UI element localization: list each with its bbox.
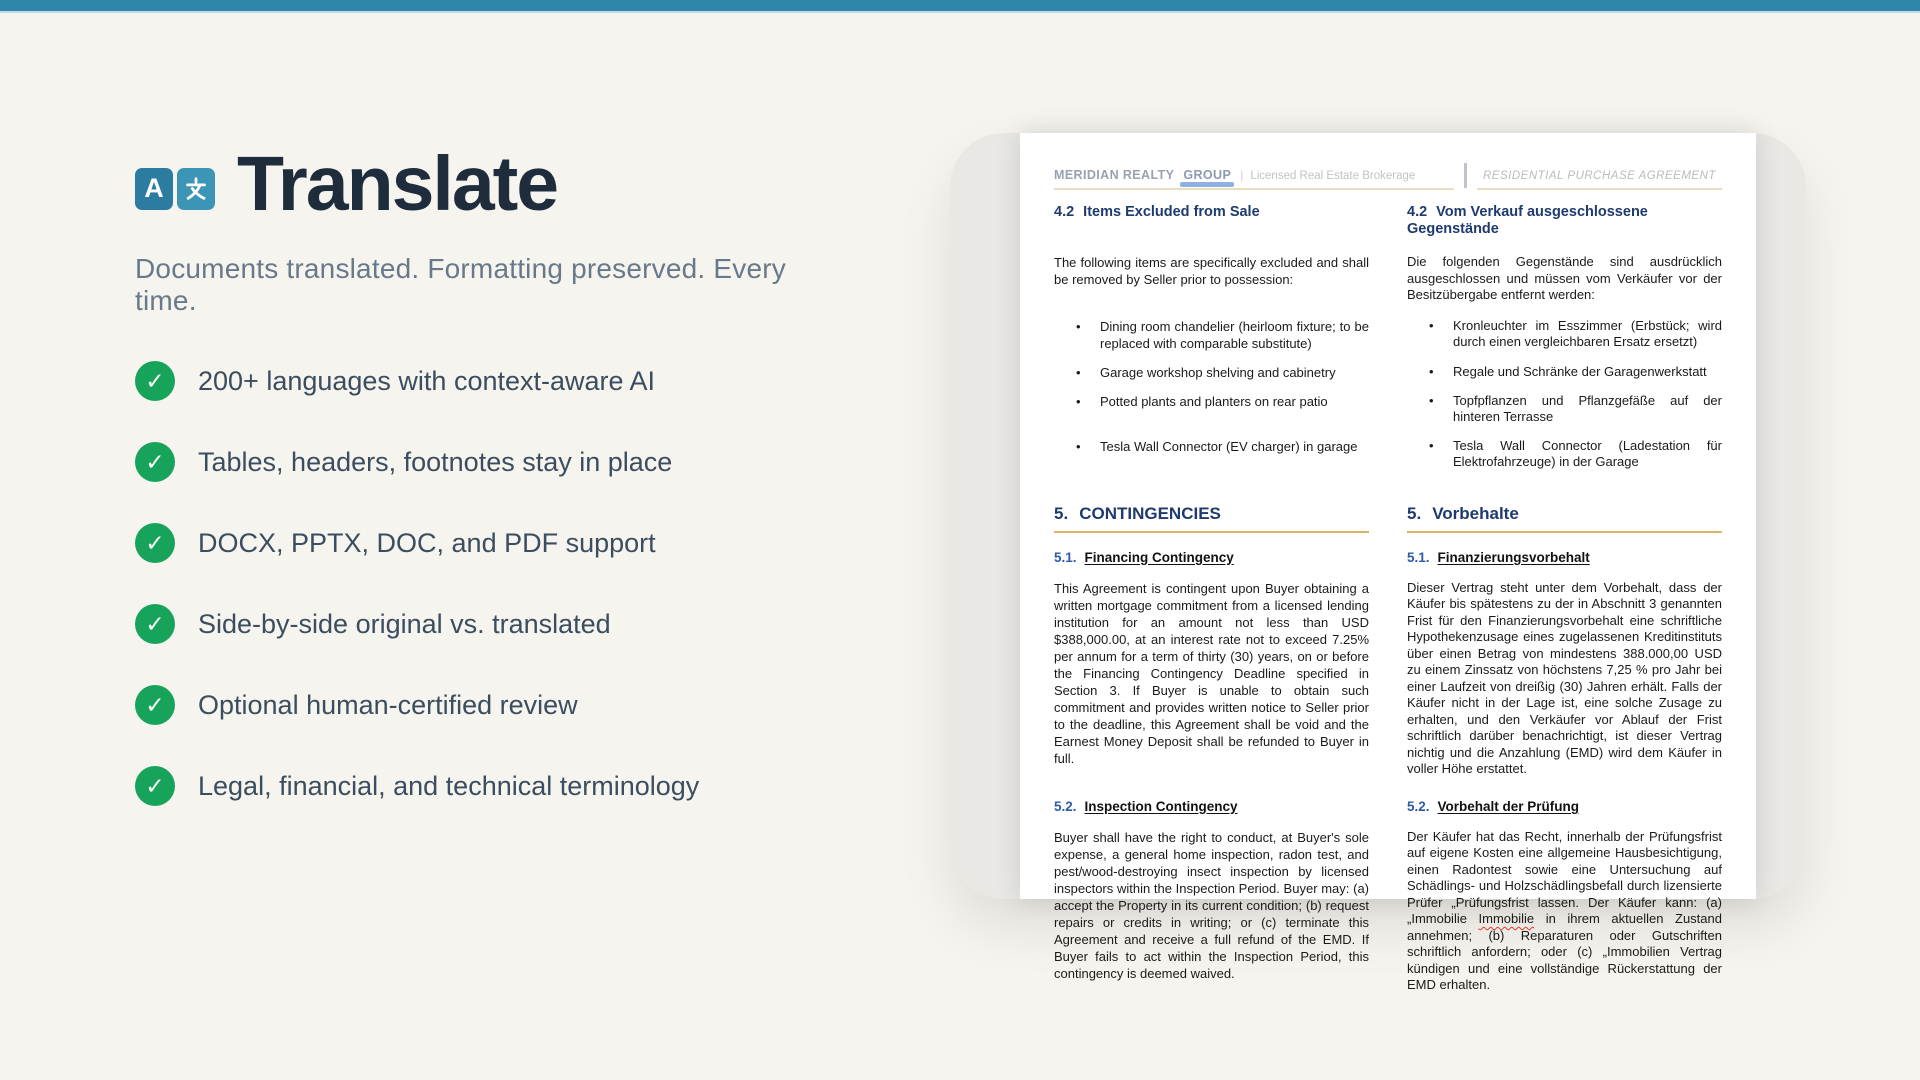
hanzi-character-icon [177, 168, 215, 210]
inspection-text: in ihrem aktuellen Zustand annehmen; (b) Reparaturen oder Gutschriften schriftlich anfordern; oder (c) „Immobilien Vertrag kündigen und eine vollständige Rückerstattung der EMD erhalten. [1407, 911, 1722, 992]
feature-label: DOCX, PPTX, DOC, and PDF support [198, 527, 656, 558]
hero-header [135, 141, 835, 227]
chapter-title: Vorbehalte [1432, 503, 1519, 523]
list-item [135, 523, 699, 563]
subsection-heading-en [1054, 798, 1369, 815]
bullet-text: Topfpflanzen und Pflanzgefäße auf der hinteren Terrasse [1453, 392, 1722, 424]
translate-icon [135, 168, 215, 210]
bullet-text: Kronleuchter im Esszimmer (Erbstück; wird durch einen vergleichbaren Ersatz ersetzt) [1453, 317, 1722, 349]
subsection-title: Financing Contingency [1084, 549, 1234, 565]
subsection-title: Finanzierungsvorbehalt [1437, 549, 1590, 565]
bullet-marker: • [1429, 363, 1434, 379]
feature-label: Legal, financial, and technical terminology [198, 770, 700, 801]
brand-tagline: Licensed Real Estate Brokerage [1250, 170, 1416, 182]
checkmark-icon: ✓ [135, 523, 175, 563]
feature-list [135, 361, 699, 847]
document-preview-card [950, 133, 1806, 992]
chapter-title: CONTINGENCIES [1079, 503, 1221, 523]
hanzi-glyph [183, 175, 209, 203]
bullet-marker: • [1429, 317, 1434, 333]
chapter-number: 5. [1054, 503, 1069, 523]
bullet-text: Tesla Wall Connector (EV charger) in garage [1100, 438, 1358, 454]
bullet-item-en [1054, 393, 1369, 426]
section-heading-en [1054, 204, 1369, 238]
inspection-paragraph-de [1407, 829, 1722, 994]
bullet-marker: • [1429, 437, 1434, 453]
inspection-paragraph-en: Buyer shall have the right to conduct, at Buyer's sole expense, a general home inspection, radon test, and pest/wood-destroying insect inspection by licensed inspectors within the Inspection Period. Buyer may: (a) accept the Property in its current condition; (b) request repairs or credits in writing; or (c) terminate this Agreement and receive a full refund of the EMD. If Buyer fails to act within the Inspection Period, this contingency is deemed waived. [1054, 829, 1369, 981]
bullet-item-de [1407, 318, 1722, 352]
section-number: 4.2 [1407, 204, 1428, 220]
bullet-item-de [1407, 393, 1722, 426]
header-separator: | [1240, 168, 1244, 182]
checkmark-icon: ✓ [135, 361, 175, 401]
bullet-text: Regale und Schränke der Garagenwerkstatt [1453, 363, 1707, 379]
list-item [135, 685, 699, 725]
bullet-item-de [1407, 438, 1722, 471]
list-item [135, 766, 699, 806]
feature-label: Side-by-side original vs. translated [198, 608, 611, 639]
document-columns [1054, 202, 1722, 1014]
document-title: RESIDENTIAL PURCHASE AGREEMENT [1477, 170, 1722, 190]
subsection-heading-en [1054, 549, 1369, 566]
bullet-item-en [1054, 438, 1369, 471]
list-item [135, 361, 699, 401]
feature-label: Optional human-certified review [198, 689, 578, 720]
subsection-title: Vorbehalt der Prüfung [1437, 798, 1580, 814]
page-title: Translate [237, 141, 558, 227]
latin-a-icon: A [135, 168, 173, 210]
bullet-marker: • [1076, 318, 1081, 334]
checkmark-icon: ✓ [135, 766, 175, 806]
chapter-heading-de [1407, 505, 1722, 533]
brand-name: MERIDIAN REALTY [1054, 168, 1175, 182]
feature-label: 200+ languages with context-aware AI [198, 365, 656, 396]
subsection-title: Inspection Contingency [1084, 798, 1238, 814]
bullet-marker: • [1076, 393, 1081, 409]
bullet-marker: • [1076, 438, 1081, 454]
page-subtitle: Documents translated. Formatting preserved. Every time. [135, 253, 786, 317]
financing-paragraph-de: Dieser Vertrag steht unter dem Vorbehalt, dass der Käufer bis spätestens zu der in Abschnitt 3 genannten Frist für den Finanzierungsvorbehalt eine schriftliche Hypothekenzusage eines zugelassenen Kreditinstituts über einen Betrag von mindestens 388.000,00 USD zu einem Zinssatz von höchstens 7,25 % pro Jahr bei einer Laufzeit von dreißig (30) Jahren erhält. Falls der Käufer nicht in der Lage ist, eine solche Zusage zu erhalten, und den Verkäufer vor Ablauf der Frist schriftlich darüber benachrichtigt, ist dieser Vertrag nichtig und die Anzahlung (EMD) wird dem Käufer in voller Höhe erstattet. [1407, 579, 1722, 776]
hero-section [135, 141, 835, 317]
bullet-text: Garage workshop shelving and cabinetry [1100, 364, 1336, 380]
financing-paragraph-en: This Agreement is contingent upon Buyer obtaining a written mortgage commitment from a licensed lending institution for an amount not less than USD $388,000.00, at an interest rate not to exceed 7.25% per annum for a term of thirty (30) years, on or before the Financing Contingency Deadline specified in Section 3. If Buyer is unable to obtain such commitment and provides written notice to Seller prior to the deadline, this Agreement shall be void and the Earnest Money Deposit shall be refunded to Buyer in full. [1054, 580, 1369, 766]
chapter-heading-en [1054, 505, 1369, 533]
bullet-text: Dining room chandelier (heirloom fixture; to be replaced with comparable substitute) [1100, 318, 1369, 351]
top-accent-bar [0, 0, 1920, 13]
bullet-text: Tesla Wall Connector (Ladestation für Elektrofahrzeuge) in der Garage [1453, 437, 1722, 469]
document-letterhead [1054, 163, 1722, 190]
list-item [135, 442, 699, 482]
list-item [135, 604, 699, 644]
section-number: 4.2 [1054, 204, 1075, 220]
document-page [1020, 133, 1756, 992]
letterhead-left [1054, 168, 1454, 190]
chapter-number: 5. [1407, 503, 1422, 523]
subsection-number: 5.2. [1054, 798, 1077, 814]
subsection-number: 5.2. [1407, 798, 1430, 814]
checkmark-icon: ✓ [135, 442, 175, 482]
intro-paragraph-de: Die folgenden Gegenstände sind ausdrücklich ausgeschlossen und müssen vom Verkäufer vor der Besitzübergabe entfernt werden: [1407, 254, 1722, 302]
section-heading-de [1407, 204, 1722, 238]
bullet-item-en [1054, 364, 1369, 381]
spellcheck-flagged-word: Immobilie [1478, 911, 1535, 926]
checkmark-icon: ✓ [135, 604, 175, 644]
bullet-marker: • [1076, 364, 1081, 380]
bullet-marker: • [1429, 392, 1434, 408]
subsection-number: 5.1. [1407, 549, 1430, 565]
intro-paragraph-en: The following items are specifically excluded and shall be removed by Seller prior to possession: [1054, 255, 1369, 287]
checkmark-icon: ✓ [135, 685, 175, 725]
feature-label: Tables, headers, footnotes stay in place [198, 446, 673, 477]
inspection-text: Der Käufer hat das Recht, innerhalb der Prüfungsfrist auf eigene Kosten eine allgemeine Hausbesichtigung, einen Radontest sowie eine Untersuchung auf Schädlings- und Holzschädlingsbefall durch lizensierte Prüfer „Prüfungsfrist lassen. Der Käufer kann: (a) „Immobilie [1407, 828, 1722, 926]
bullet-item-de [1407, 364, 1722, 381]
subsection-number: 5.1. [1054, 549, 1077, 565]
header-divider [1464, 163, 1467, 188]
bullet-text: Potted plants and planters on rear patio [1100, 393, 1328, 409]
section-title: Vom Verkauf ausgeschlossene Gegenstände [1407, 204, 1648, 237]
subsection-heading-de [1407, 549, 1722, 566]
bullet-item-en [1054, 318, 1369, 352]
section-title: Items Excluded from Sale [1083, 204, 1260, 220]
brand-highlighted-word: GROUP [1183, 168, 1232, 182]
subsection-heading-de [1407, 798, 1722, 815]
